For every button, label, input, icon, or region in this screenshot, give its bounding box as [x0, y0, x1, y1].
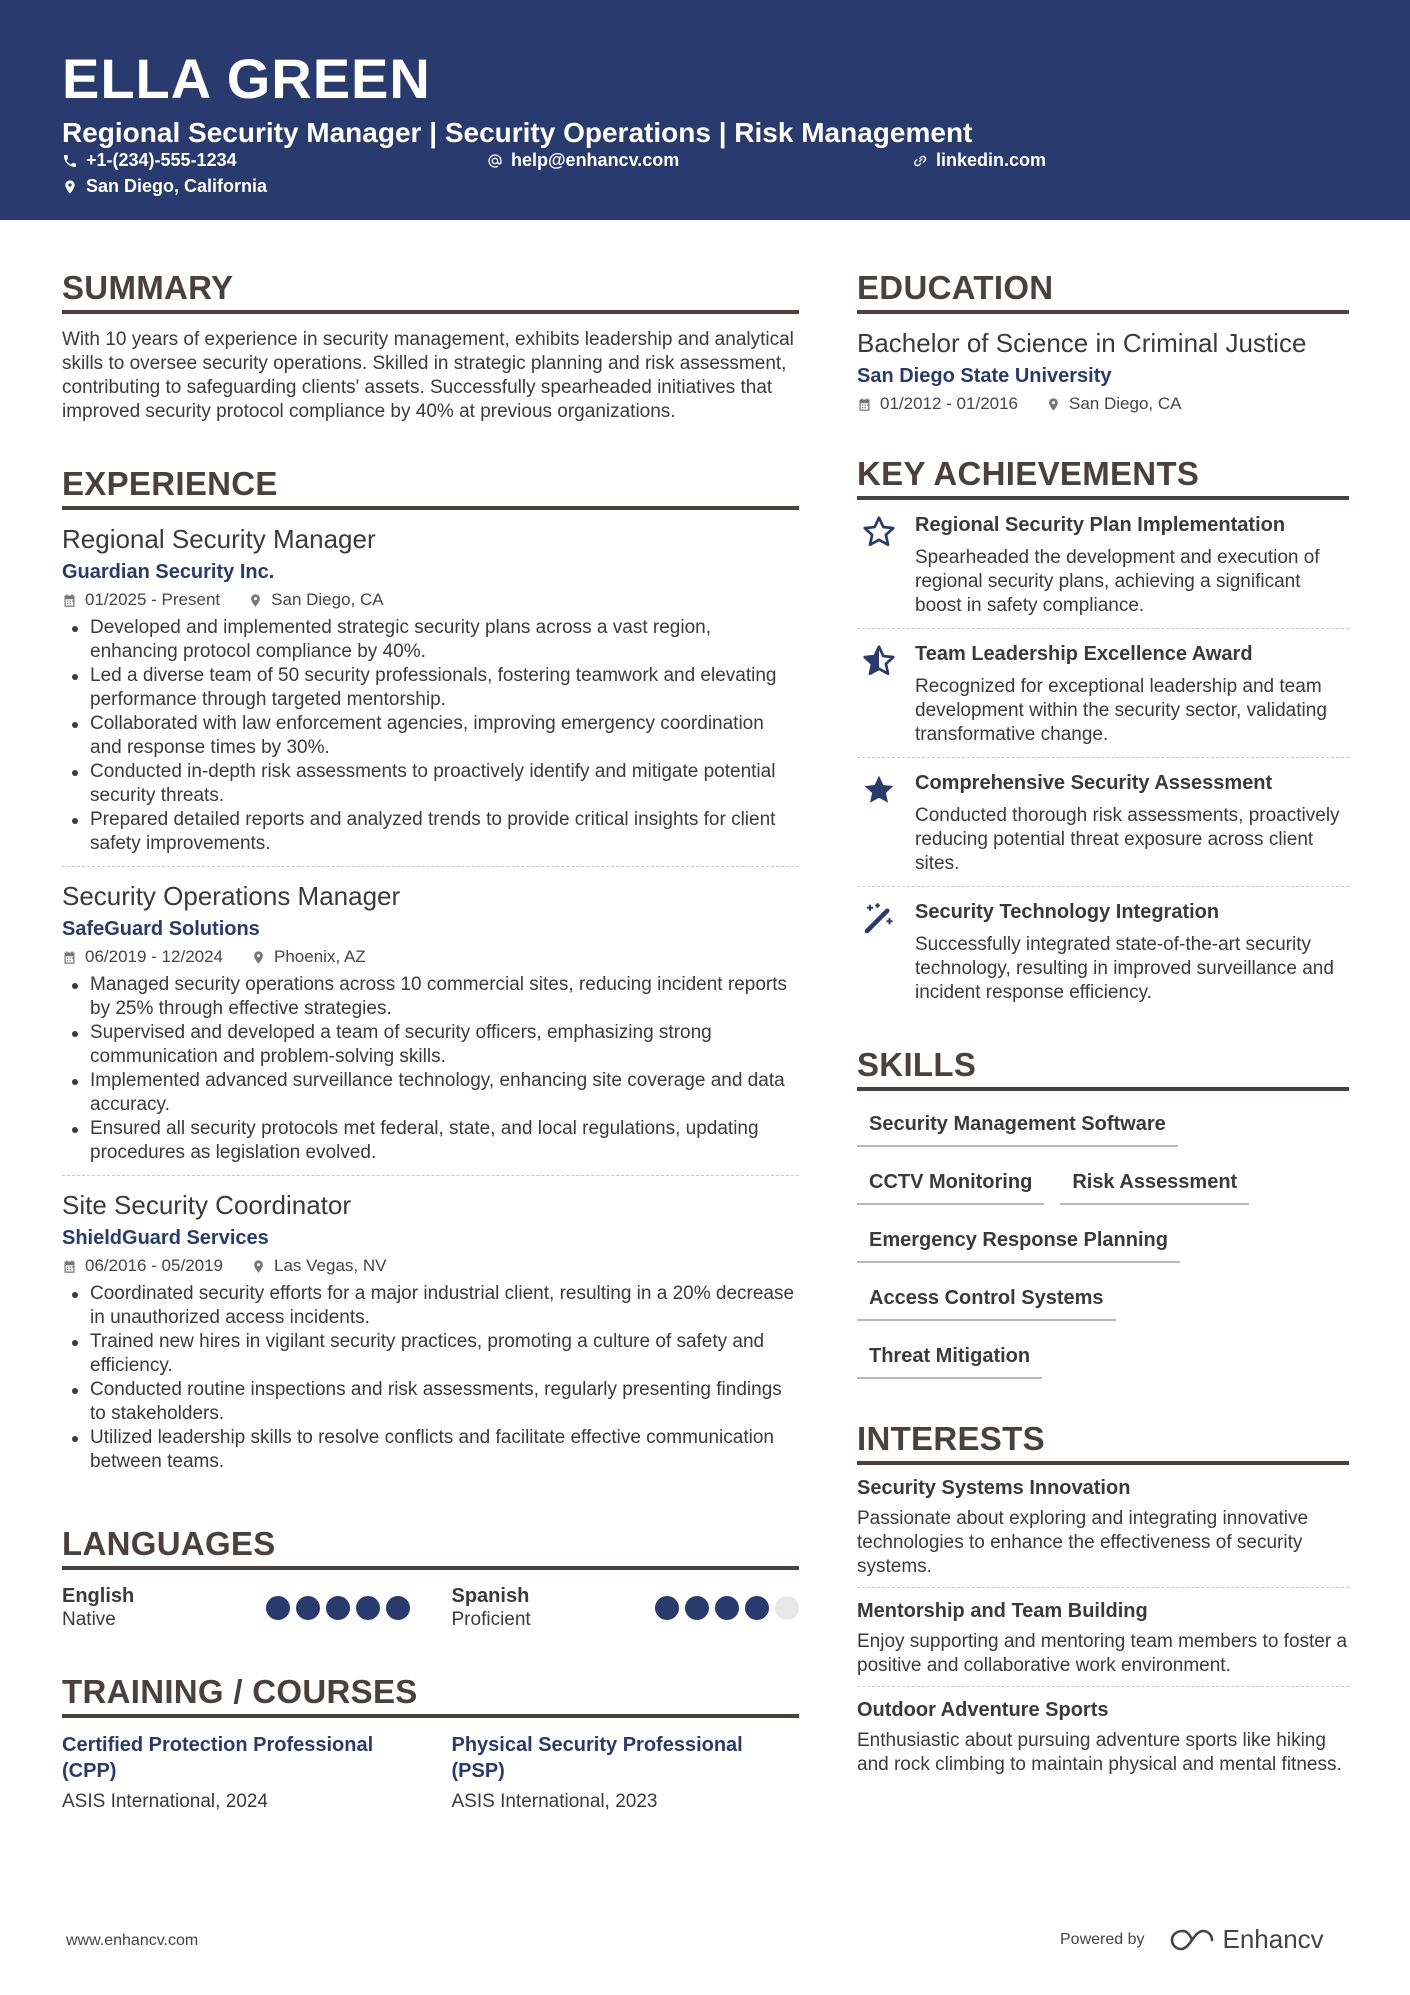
education-title: EDUCATION	[857, 268, 1349, 314]
course-name: Physical Security Professional (PSP)	[451, 1734, 743, 1782]
link-icon	[912, 153, 928, 169]
education-degree: Bachelor of Science in Criminal Justice	[857, 328, 1307, 358]
achievement-item	[857, 887, 1349, 1015]
job-dates	[62, 945, 223, 969]
interest-title: Outdoor Adventure Sports	[857, 1699, 1109, 1721]
rating-dot-filled	[745, 1596, 769, 1620]
skills-section	[857, 1045, 1349, 1379]
languages-title: LANGUAGES	[62, 1524, 799, 1570]
course-item	[62, 1732, 410, 1814]
job-meta	[62, 945, 799, 969]
job-dates-text: 01/2025 - Present	[85, 590, 221, 609]
language-name: English	[62, 1585, 135, 1607]
achievement-item	[857, 758, 1349, 887]
interest-desc: Passionate about exploring and integrating innovative technologies to enhance the effectiveness of security systems.	[857, 1508, 1309, 1577]
contact-phone	[62, 150, 237, 171]
job-bullet: Prepared detailed reports and analyzed trends to provide critical insights for client safety improvements.	[62, 808, 799, 856]
job-bullet: Trained new hires in vigilant security practices, promoting a culture of safety and efficiency.	[62, 1330, 799, 1378]
language-item	[452, 1584, 800, 1632]
calendar-icon	[62, 593, 77, 608]
skills-title: SKILLS	[857, 1045, 1349, 1091]
language-rating	[266, 1596, 410, 1620]
linkedin-text: linkedin.com	[936, 150, 1047, 170]
achievement-title: Regional Security Plan Implementation	[915, 514, 1286, 536]
interest-desc: Enjoy supporting and mentoring team members to foster a positive and collaborative work environment.	[857, 1631, 1348, 1676]
email-text: help@enhancv.com	[511, 150, 680, 170]
job-bullets	[62, 1282, 799, 1474]
rating-dot-filled	[685, 1596, 709, 1620]
footer-branding	[1060, 1924, 1324, 1955]
achievement-item	[857, 500, 1349, 629]
skills-list	[857, 1107, 1349, 1379]
magic-wand-icon	[861, 901, 897, 937]
job-entry	[62, 1176, 799, 1484]
job-bullets	[62, 973, 799, 1165]
job-bullets	[62, 616, 799, 856]
footer-website[interactable]: www.enhancv.com	[66, 1932, 199, 1949]
language-name: Spanish	[451, 1585, 530, 1607]
enhancv-logo[interactable]	[1169, 1924, 1324, 1955]
language-level: Native	[62, 1609, 116, 1630]
language-item	[62, 1584, 410, 1632]
rating-dot-filled	[266, 1596, 290, 1620]
candidate-headline: Regional Security Manager | Security Operations | Risk Management	[62, 117, 973, 148]
skill-tag: Risk Assessment	[1060, 1165, 1249, 1205]
job-company: SafeGuard Solutions	[62, 918, 260, 940]
star-half-icon	[861, 643, 897, 679]
job-bullet: Implemented advanced surveillance technology, enhancing site coverage and data accuracy.	[62, 1069, 799, 1117]
job-bullet: Conducted in-depth risk assessments to proactively identify and mitigate potential security threats.	[62, 760, 799, 808]
phone-text: +1-(234)-555-1234	[86, 150, 237, 170]
star-outline-icon	[861, 514, 897, 550]
job-meta	[62, 588, 799, 612]
education-location	[1046, 392, 1181, 416]
job-company: ShieldGuard Services	[62, 1227, 269, 1249]
job-bullet: Conducted routine inspections and risk assessments, regularly presenting findings to stakeholders.	[62, 1378, 799, 1426]
at-sign-icon	[487, 153, 503, 169]
achievement-desc: Recognized for exceptional leadership and team development within the security sector, validating transformative change.	[915, 676, 1327, 745]
job-dates	[62, 1254, 223, 1278]
rating-dot-filled	[356, 1596, 380, 1620]
education-school: San Diego State University	[857, 365, 1112, 387]
summary-title: SUMMARY	[62, 268, 799, 314]
contact-location	[62, 176, 267, 197]
job-dates-text: 06/2016 - 05/2019	[85, 1256, 224, 1275]
location-pin-icon	[248, 593, 263, 608]
job-bullet: Ensured all security protocols met federal, state, and local regulations, updating procedures as legislation evolved.	[62, 1117, 799, 1165]
interest-title: Mentorship and Team Building	[857, 1600, 1148, 1622]
contact-email[interactable]	[487, 150, 679, 171]
training-title: TRAINING / COURSES	[62, 1672, 799, 1718]
job-dates	[62, 588, 220, 612]
languages-grid	[62, 1584, 799, 1632]
job-bullet: Supervised and developed a team of security officers, emphasizing strong communication and problem-solving skills.	[62, 1021, 799, 1069]
calendar-icon	[62, 950, 77, 965]
enhancv-logo-icon	[1169, 1927, 1215, 1953]
achievement-item	[857, 629, 1349, 758]
rating-dot-empty	[775, 1596, 799, 1620]
powered-by-text: Powered by	[1060, 1930, 1145, 1948]
resume-header	[0, 0, 1410, 220]
skill-tag: Access Control Systems	[857, 1281, 1116, 1321]
interest-item	[857, 1588, 1349, 1687]
rating-dot-filled	[296, 1596, 320, 1620]
skill-tag: Emergency Response Planning	[857, 1223, 1180, 1263]
location-text: San Diego, California	[86, 176, 268, 196]
rating-dot-filled	[326, 1596, 350, 1620]
location-pin-icon	[1046, 397, 1061, 412]
left-column	[62, 268, 799, 1814]
education-location-text: San Diego, CA	[1069, 394, 1182, 413]
interest-item	[857, 1687, 1349, 1785]
languages-section	[62, 1524, 799, 1632]
achievement-title: Security Technology Integration	[915, 901, 1220, 923]
training-section	[62, 1672, 799, 1814]
job-location	[251, 1254, 386, 1278]
summary-text: With 10 years of experience in security management, exhibits leadership and analytical skills to oversee security operations. Skilled in strategic planning and risk assessment, contributing to safeguarding clients' assets. Successfully spearheaded initiatives that improved security protocol compliance by 40% at previous organizations.	[62, 329, 794, 422]
achievements-section	[857, 454, 1349, 1015]
rating-dot-filled	[655, 1596, 679, 1620]
achievement-desc: Spearheaded the development and execution of regional security plans, achieving a significant boost in safety compliance.	[915, 547, 1320, 616]
interest-item	[857, 1465, 1349, 1588]
course-provider: ASIS International, 2024	[62, 1791, 268, 1812]
interests-section	[857, 1419, 1349, 1785]
interests-title: INTERESTS	[857, 1419, 1349, 1465]
interest-title: Security Systems Innovation	[857, 1477, 1131, 1499]
skill-tag: Threat Mitigation	[857, 1339, 1042, 1379]
job-dates-text: 06/2019 - 12/2024	[85, 947, 224, 966]
job-location	[248, 588, 383, 612]
summary-section	[62, 268, 799, 424]
calendar-icon	[857, 397, 872, 412]
job-entry	[62, 867, 799, 1176]
enhancv-brand-text: Enhancv	[1222, 1924, 1324, 1954]
contact-linkedin[interactable]	[912, 150, 1046, 171]
job-bullet: Managed security operations across 10 commercial sites, reducing incident reports by 25% through effective strategies.	[62, 973, 799, 1021]
education-dates-text: 01/2012 - 01/2016	[880, 394, 1019, 413]
right-column	[857, 268, 1349, 1785]
job-title: Site Security Coordinator	[62, 1190, 352, 1220]
experience-title: EXPERIENCE	[62, 464, 799, 510]
education-section	[857, 268, 1349, 416]
language-level: Proficient	[451, 1609, 531, 1630]
course-item	[452, 1732, 800, 1814]
skill-tag: CCTV Monitoring	[857, 1165, 1044, 1205]
job-location-text: Las Vegas, NV	[274, 1256, 387, 1275]
location-pin-icon	[251, 1259, 266, 1274]
job-bullet: Coordinated security efforts for a major industrial client, resulting in a 20% decrease in unauthorized access incidents.	[62, 1282, 799, 1330]
candidate-name: ELLA GREEN	[62, 47, 431, 110]
job-title: Security Operations Manager	[62, 881, 401, 911]
job-location	[251, 945, 366, 969]
job-meta	[62, 1254, 799, 1278]
interest-desc: Enthusiastic about pursuing adventure sports like hiking and rock climbing to maintain physical and mental fitness.	[857, 1730, 1342, 1775]
course-provider: ASIS International, 2023	[451, 1791, 658, 1812]
skill-tag: Security Management Software	[857, 1107, 1178, 1147]
job-bullet: Developed and implemented strategic security plans across a vast region, enhancing protocol compliance by 40%.	[62, 616, 799, 664]
achievement-title: Comprehensive Security Assessment	[915, 772, 1273, 794]
education-meta	[857, 392, 1349, 416]
job-bullet: Utilized leadership skills to resolve conflicts and facilitate effective communication between teams.	[62, 1426, 799, 1474]
achievement-title: Team Leadership Excellence Award	[915, 643, 1253, 665]
phone-icon	[62, 153, 78, 169]
star-filled-icon	[861, 772, 897, 808]
courses-grid	[62, 1732, 799, 1814]
achievement-desc: Successfully integrated state-of-the-art security technology, resulting in improved surveillance and incident response efficiency.	[915, 934, 1334, 1003]
job-entry	[62, 510, 799, 867]
job-bullet: Led a diverse team of 50 security professionals, fostering teamwork and elevating performance through targeted mentorship.	[62, 664, 799, 712]
location-pin-icon	[251, 950, 266, 965]
experience-section	[62, 464, 799, 1484]
rating-dot-filled	[715, 1596, 739, 1620]
job-location-text: San Diego, CA	[271, 590, 384, 609]
job-bullet: Collaborated with law enforcement agencies, improving emergency coordination and response times by 30%.	[62, 712, 799, 760]
job-location-text: Phoenix, AZ	[274, 947, 366, 966]
achievement-desc: Conducted thorough risk assessments, proactively reducing potential threat exposure across client sites.	[915, 805, 1340, 874]
education-dates	[857, 392, 1018, 416]
achievements-title: KEY ACHIEVEMENTS	[857, 454, 1349, 500]
calendar-icon	[62, 1259, 77, 1274]
rating-dot-filled	[386, 1596, 410, 1620]
job-title: Regional Security Manager	[62, 524, 376, 554]
course-name: Certified Protection Professional (CPP)	[62, 1734, 374, 1782]
location-pin-icon	[62, 179, 78, 195]
language-rating	[655, 1596, 799, 1620]
job-company: Guardian Security Inc.	[62, 561, 275, 583]
